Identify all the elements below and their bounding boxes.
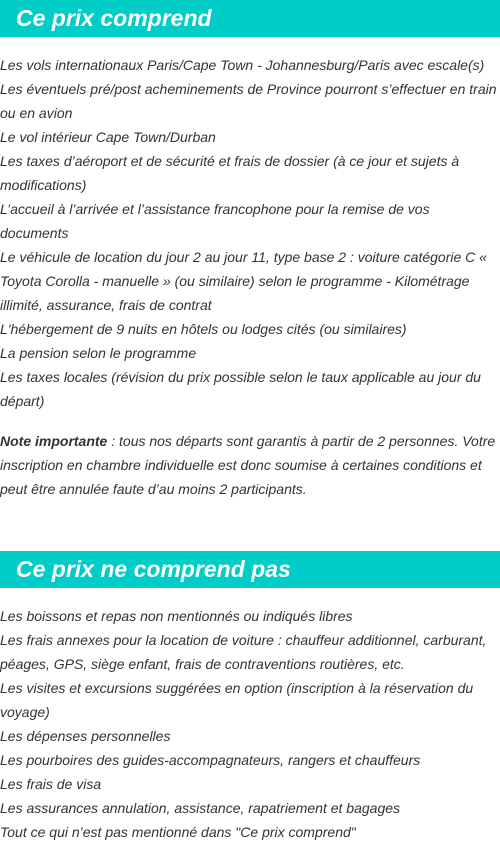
list-item: Les visites et excursions suggérées en option (inscription à la réservation du voyage)	[0, 680, 474, 720]
list-item: Les taxes d’aéroport et de sécurité et frais de dossier (à ce jour et sujets à modifications)	[0, 153, 460, 193]
list-item: Les pourboires des guides-accompagnateurs, rangers et chauffeurs	[0, 752, 421, 768]
list-item: La pension selon le programme	[0, 345, 197, 361]
list-item: Les frais de visa	[0, 776, 102, 792]
price-excludes-list	[0, 604, 500, 844]
price-includes-list	[0, 53, 500, 413]
list-item: Les vols internationaux Paris/Cape Town - Johannesburg/Paris avec escale(s)	[0, 57, 485, 73]
list-item: Le vol intérieur Cape Town/Durban	[0, 129, 216, 145]
list-item: Les boissons et repas non mentionnés ou indiqués libres	[0, 608, 353, 624]
list-item: Les éventuels pré/post acheminements de Province pourront s’effectuer en train ou en avion	[0, 81, 497, 121]
list-item: Les frais annexes pour la location de voiture : chauffeur additionnel, carburant, péages, GPS, siège enfant, frais de contraventions routières, etc.	[0, 632, 487, 672]
list-item: Tout ce qui n’est pas mentionné dans "Ce prix comprend"	[0, 824, 356, 840]
important-note	[0, 429, 500, 501]
important-note-text: : tous nos départs sont garantis à partir de 2 personnes. Votre inscription en chambre individuelle est donc soumise à certaines conditions et peut être annulée faute d’au moins 2 participants.	[0, 433, 496, 497]
price-excludes-section	[0, 551, 500, 844]
list-item: Les taxes locales (révision du prix possible selon le taux applicable au jour du départ)	[0, 369, 481, 409]
list-item: L’accueil à l’arrivée et l’assistance francophone pour la remise de vos documents	[0, 201, 430, 241]
price-excludes-heading: Ce prix ne comprend pas	[0, 551, 500, 588]
list-item: Les dépenses personnelles	[0, 728, 171, 744]
price-includes-heading: Ce prix comprend	[0, 0, 500, 37]
important-note-label: Note importante	[0, 433, 108, 449]
list-item: L'hébergement de 9 nuits en hôtels ou lodges cités (ou similaires)	[0, 321, 407, 337]
list-item: Les assurances annulation, assistance, rapatriement et bagages	[0, 800, 401, 816]
list-item: Le véhicule de location du jour 2 au jour 11, type base 2 : voiture catégorie C « Toyota Corolla - manuelle » (ou similaire) selon le programme - Kilométrage illimité, assurance, frais de contrat	[0, 249, 487, 313]
